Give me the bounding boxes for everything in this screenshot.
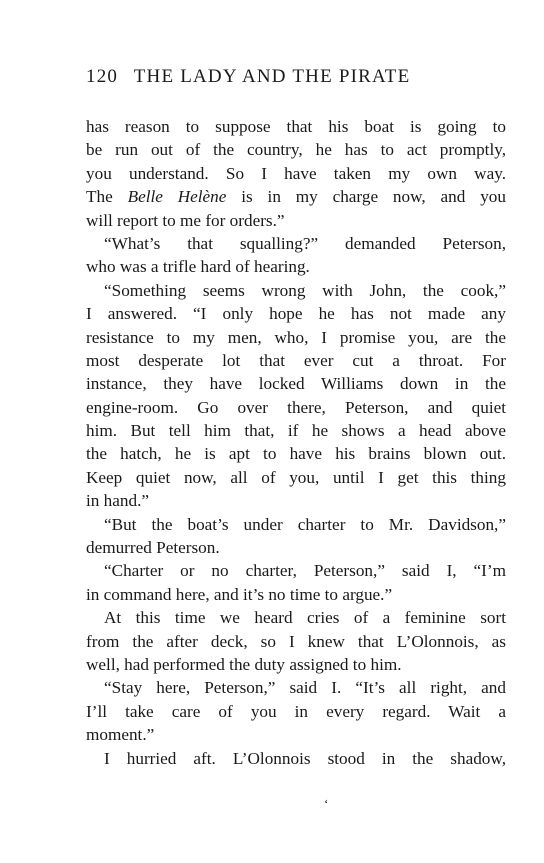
- text-line: Keep quiet now, all of you, until I get this thing: [86, 467, 506, 487]
- page-number: 120: [86, 66, 119, 87]
- running-title: THE LADY AND THE PIRATE: [133, 66, 411, 87]
- text-line: “But the boat’s under charter to Mr. Davidson,”: [104, 514, 506, 534]
- text-line: him. But tell him that, if he shows a head above: [86, 421, 506, 441]
- text-line: has reason to suppose that his boat is going to: [86, 117, 506, 136]
- text-line: from the after deck, so I knew that L’Olonnois, as: [86, 631, 506, 651]
- text-line: instance, they have locked Williams down in the: [86, 374, 506, 394]
- text-line: you understand. So I have taken my own way.: [86, 163, 506, 183]
- text-line: At this time we heard cries of a feminine sort: [104, 608, 506, 628]
- text-segment: The: [86, 187, 128, 207]
- text-line: engine-room. Go over there, Peterson, and quiet: [86, 397, 506, 417]
- ship-name: Belle Helène: [127, 187, 227, 207]
- text-line: resistance to my men, who, I promise you, are the: [86, 327, 506, 347]
- text-line: I’ll take care of you in every regard. Wait a: [86, 701, 506, 721]
- body-text: [86, 115, 506, 770]
- text-line: moment.”: [86, 725, 155, 745]
- running-header: [86, 66, 506, 88]
- text-line: in hand.”: [86, 491, 150, 511]
- text-line: most desperate lot that ever cut a throat. For: [86, 350, 506, 370]
- text-line: demurred Peterson.: [86, 538, 220, 558]
- text-segment: is in my charge now, and you: [226, 187, 506, 207]
- text-line: be run out of the country, he has to act promptly,: [86, 140, 506, 160]
- text-line: will report to me for orders.”: [86, 210, 285, 230]
- text-line: well, had performed the duty assigned to him.: [86, 654, 402, 674]
- text-line: “Something seems wrong with John, the cook,”: [104, 280, 506, 300]
- text-line: [86, 185, 506, 208]
- text-line: I hurried aft. L’Olonnois stood in the shadow,: [104, 748, 506, 768]
- text-line: I answered. “I only hope he has not made any: [86, 304, 506, 324]
- text-line: “Stay here, Peterson,” said I. “It’s all right, and: [104, 678, 506, 698]
- text-line: in command here, and it’s no time to argue.”: [86, 584, 393, 604]
- text-line: the hatch, he is apt to have his brains blown out.: [86, 444, 506, 464]
- text-line: “Charter or no charter, Peterson,” said I, “I’m: [104, 561, 506, 581]
- text-line: “What’s that squalling?” demanded Peterson,: [104, 233, 506, 253]
- text-line: who was a trifle hard of hearing.: [86, 257, 310, 277]
- stray-ink-mark: ‘: [324, 796, 329, 811]
